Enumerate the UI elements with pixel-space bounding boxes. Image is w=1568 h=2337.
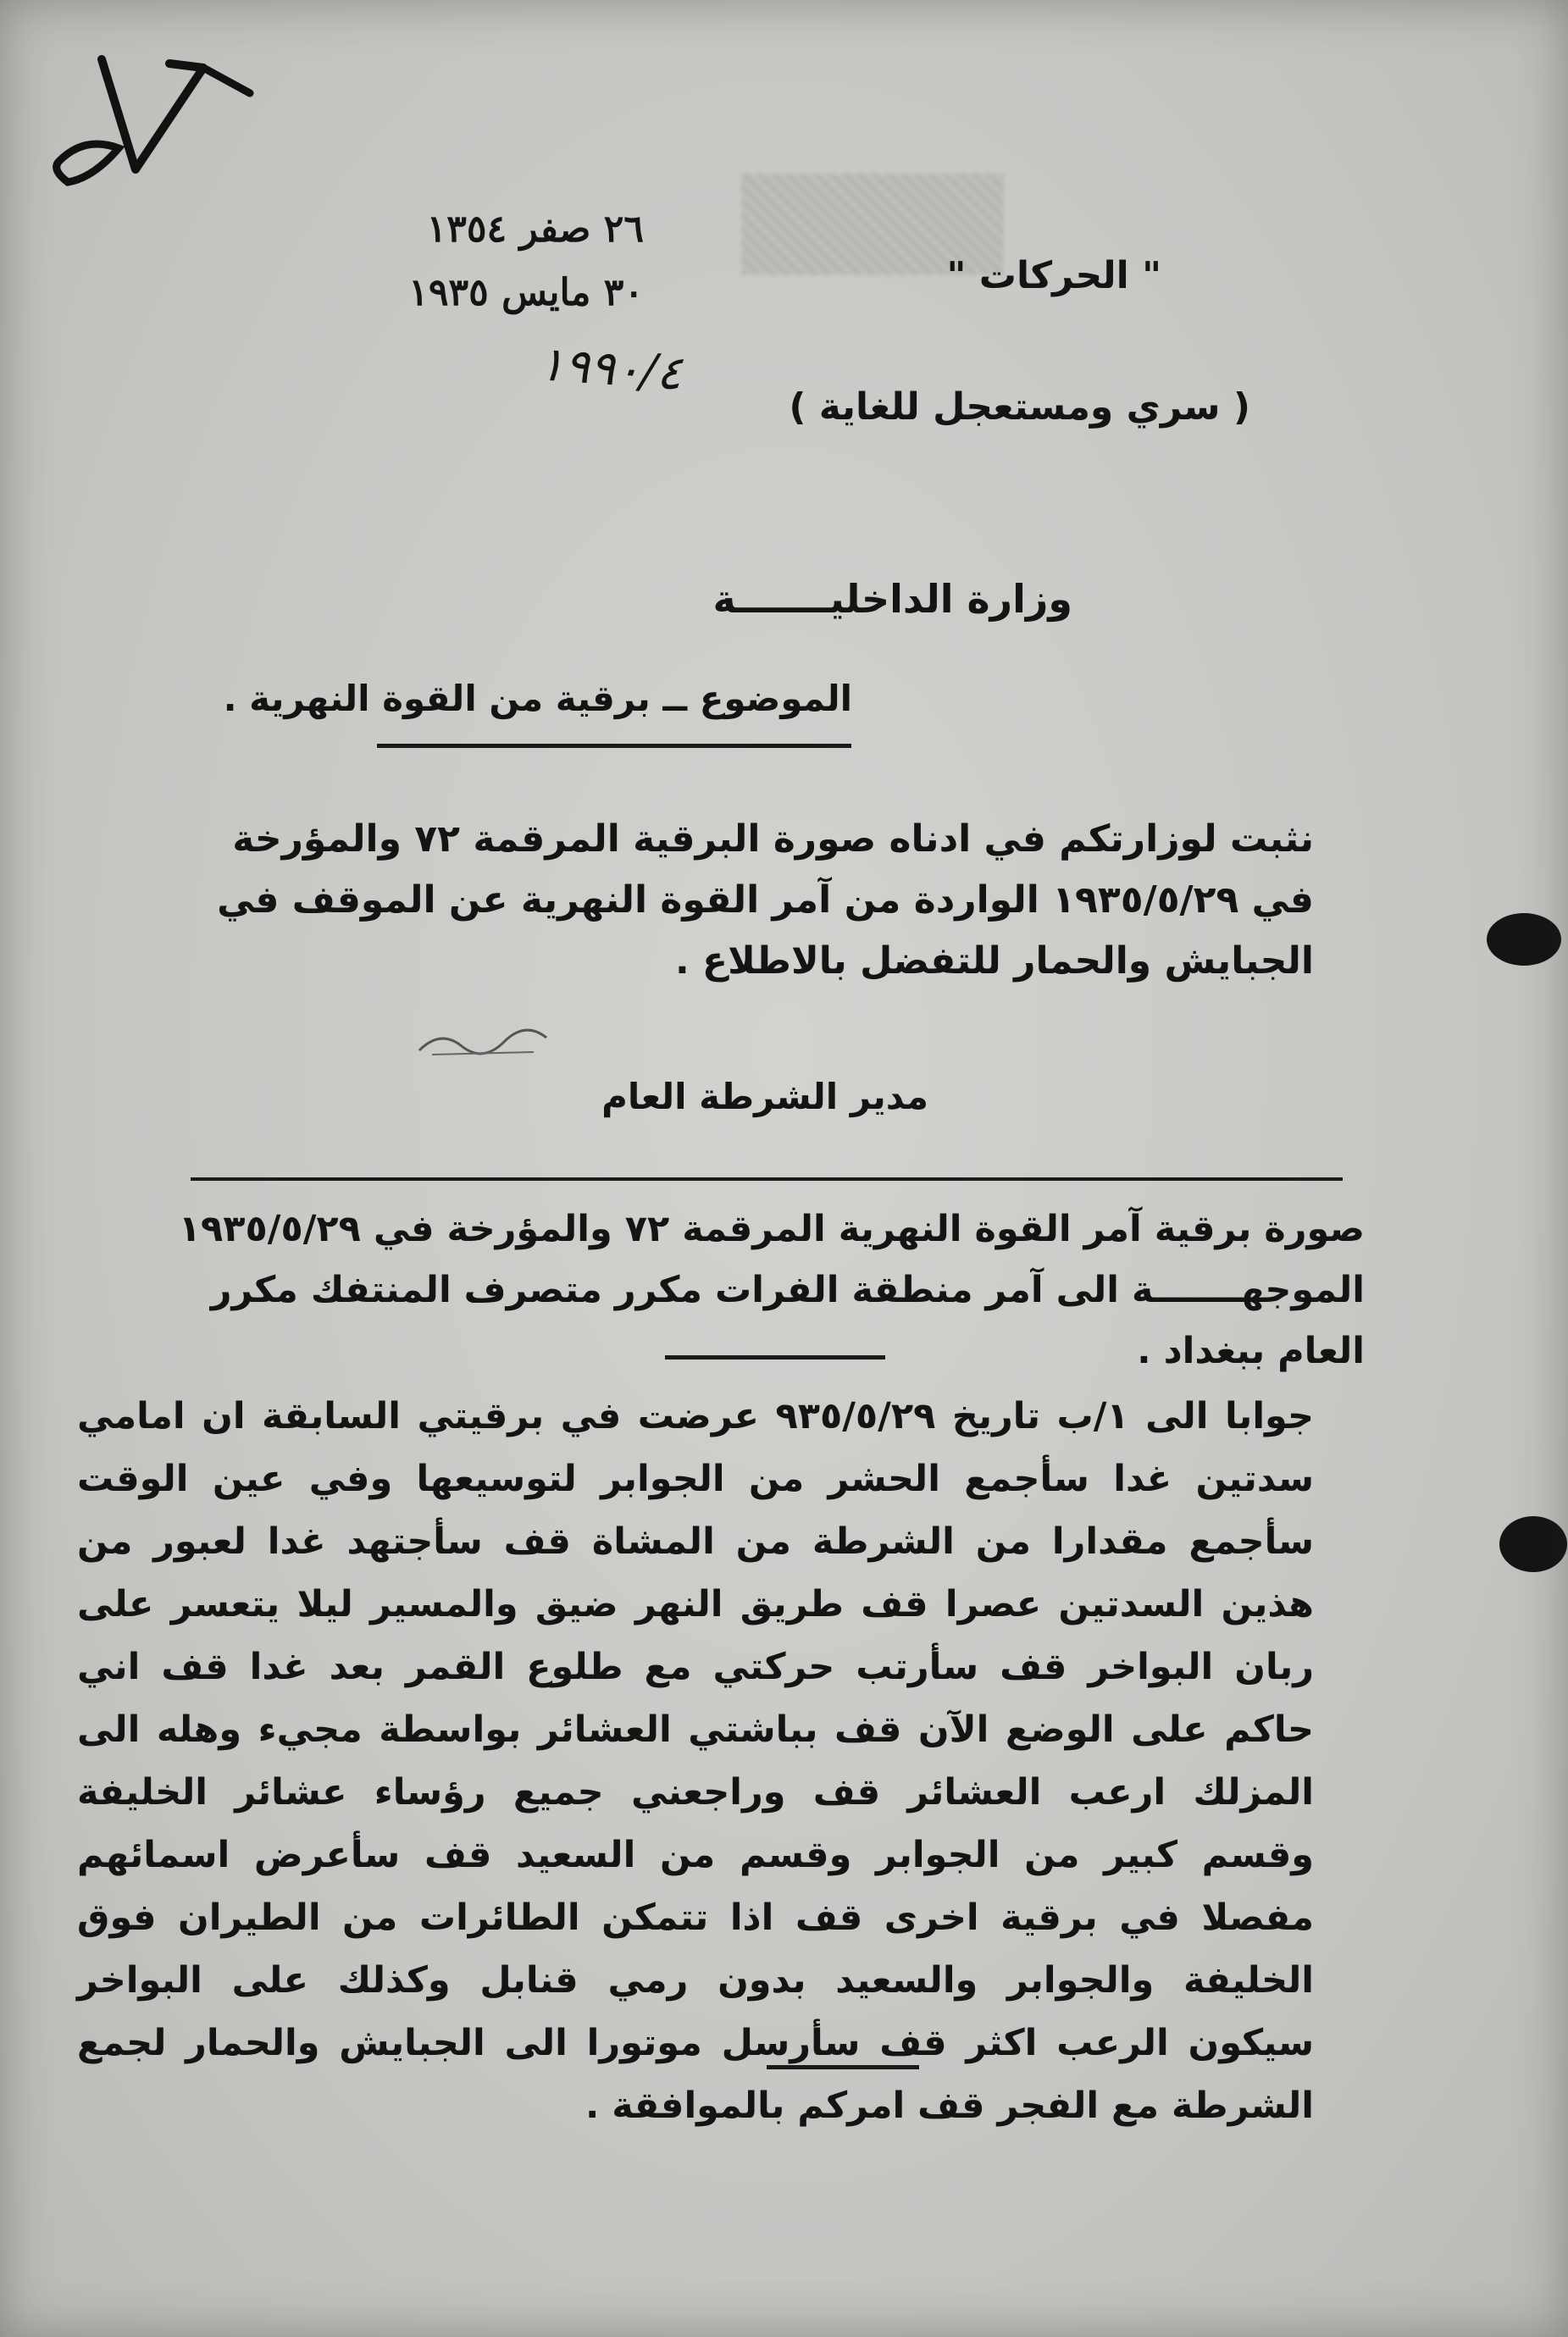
punch-hole-top [1487,913,1561,966]
heading-divider [665,1355,885,1360]
handwritten-page-number [34,34,254,220]
handwritten-reference [419,335,690,411]
signature-scribble [415,1025,551,1059]
handwritten-reference-number: ١٩٩٠/٤ [536,336,684,401]
subject-line: الموضوع ــ برقية من القوة النهرية . [223,678,852,719]
hijri-date: ٢٦ صفر ١٣٥٤ [426,208,644,251]
gregorian-date: ٣٠ مايس ١٩٣٥ [408,271,644,314]
signature-title: مدير الشرطة العام [601,1076,928,1117]
section-divider [191,1177,1343,1181]
telegram-body: جوابا الى ١/ب تاريخ ٩٣٥/٥/٢٩ عرضت في برقيتي السابقة ان امامي سدتين غدا سأجمع الحشر من الجوابر لتوسيعها وفي عين الوقت سأجمع مقدارا من الشرطة من المشاة قف سأجتهد غدا لعبور من هذين السدتين عصرا قف طريق النهر ضيق والمسير ليلا يتعسر على ربان البواخر قف سأرتب حركتي مع طلوع القمر بعد غدا قف اني حاكم على الوضع الآن قف بباشتي العشائر بواسطة مجيء وهله الى المزلك ارعب العشائر قف وراجعني جميع رؤساء عشائر الخليفة وقسم كبير من الجوابر وقسم من السعيد قف سأعرض اسمائهم مفصلا في برقية اخرى قف اذا تتمكن الطائرات من الطيران فوق الخليفة والجوابر والسعيد بدون رمي قنابل وكذلك على البواخر سيكون الرعب اكثر قف سأرسل موتورا الى الجبايش والحمار لجمع الشرطة مع الفجر قف امركم بالموافقة . [77,1395,1315,2127]
addressee: وزارة الداخليـــــــة [712,576,1072,622]
subject-underline [377,744,851,748]
department-label: " الحركات " [946,254,1161,297]
telegram-heading: صورة برقية آمر القوة النهرية المرقمة ٧٢ والمؤرخة في ١٩٣٥/٥/٢٩ الموجهـــــــة الى آمر منطقة الفرات مكرر متصرف المنتفك مكرر العام ببغداد . [178,1208,1365,1372]
letter-body: نثبت لوزارتكم في ادناه صورة البرقية المرقمة ٧٢ والمؤرخة في ١٩٣٥/٥/٢٩ الواردة من آمر القوة النهرية عن الموقف في الجبايش والحمار للتفضل بالاطلاع . [217,817,1314,983]
end-divider [767,2065,919,2069]
classification-label: ( سري ومستعجل للغاية ) [789,385,1250,429]
punch-hole-bottom [1499,1516,1567,1572]
